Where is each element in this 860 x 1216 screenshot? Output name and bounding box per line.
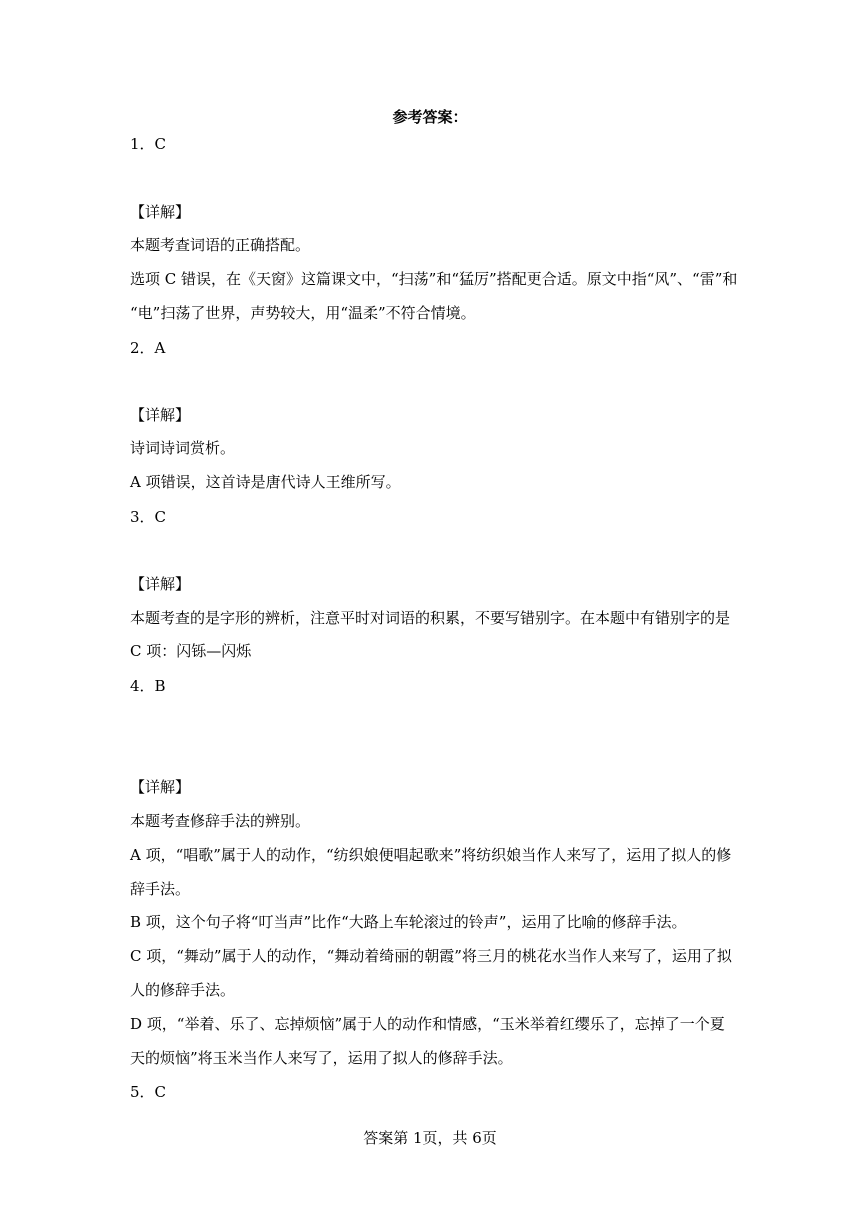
detail-line: A 项，“唱歌”属于人的动作，“纺织娘便唱起歌来”将纺织娘当作人来写了，运用了拟人的修 [130,846,732,864]
detail-line: 本题考查修辞手法的辨别。 [130,812,311,830]
detail-line: C 项：闪铄—闪烁 [130,642,252,660]
detail-line: C 项，“舞动”属于人的动作，“舞动着绮丽的朝霞”将三月的桃花水当作人来写了，运用了拟 [130,947,732,965]
answer-label-2: 2．A [130,339,166,357]
detail-heading-3: 【详解】 [130,575,191,593]
detail-line: B 项，这个句子将“叮当声”比作“大路上车轮滚过的铃声”，运用了比喻的修辞手法。 [130,913,687,931]
answer-label-3: 3．C [130,508,167,526]
detail-line: D 项，“举着、乐了、忘掉烦恼”属于人的动作和情感，“玉米举着红缨乐了，忘掉了一个夏 [130,1015,725,1033]
detail-line: 天的烦恼”将玉米当作人来写了，运用了拟人的修辞手法。 [130,1049,513,1067]
page-title: 参考答案： [392,108,468,126]
page-footer: 答案第 1页，共 6页 [363,1129,497,1147]
detail-line: 本题考查词语的正确搭配。 [130,236,311,254]
answer-label-5: 5．C [130,1083,167,1101]
detail-heading-4: 【详解】 [130,778,191,796]
detail-line: “电”扫荡了世界，声势较大，用“温柔”不符合情境。 [130,304,476,322]
detail-line: 本题考查的是字形的辨析，注意平时对词语的积累，不要写错别字。在本题中有错别字的是 [130,609,731,627]
detail-line: A 项错误，这首诗是唐代诗人王维所写。 [130,473,401,491]
answer-label-1: 1．C [130,135,167,153]
answer-label-4: 4．B [130,677,166,695]
detail-line: 选项 C 错误，在《天窗》这篇课文中，“扫荡”和“猛厉”搭配更合适。原文中指“风”、“雷”和 [130,270,738,288]
detail-heading-1: 【详解】 [130,203,191,221]
detail-line: 辞手法。 [130,880,191,898]
detail-line: 诗词诗词赏析。 [130,439,236,457]
detail-heading-2: 【详解】 [130,406,191,424]
detail-line: 人的修辞手法。 [130,981,236,999]
